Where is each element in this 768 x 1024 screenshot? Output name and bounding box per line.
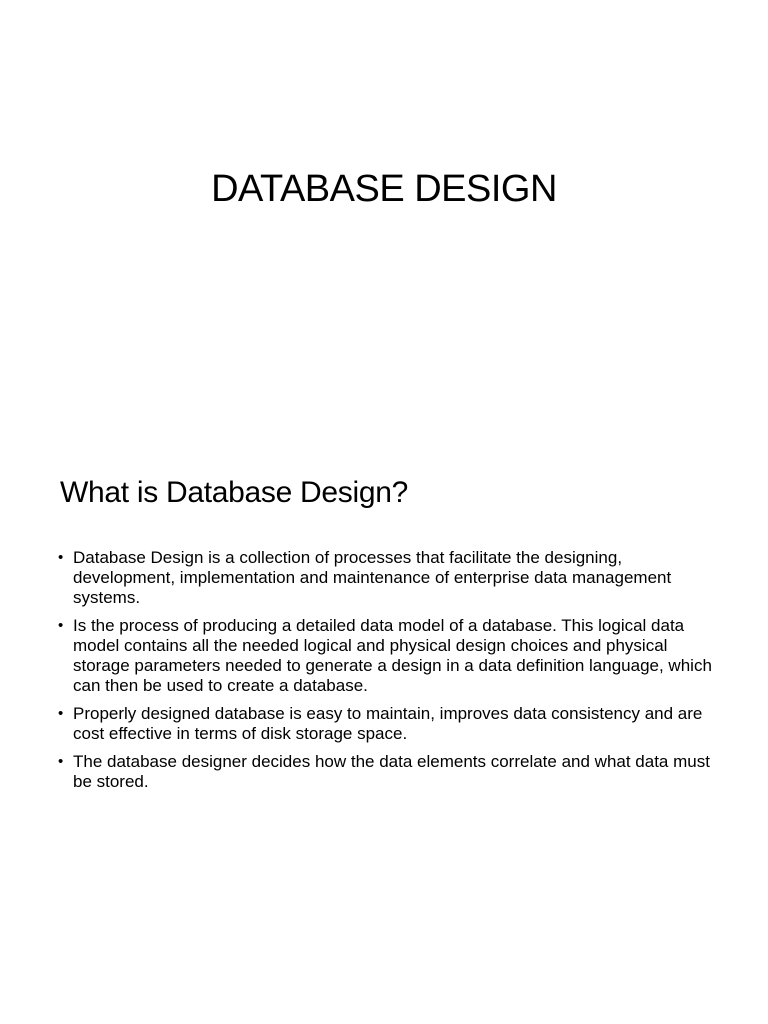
bullet-item: [58, 752, 723, 792]
bullet-item: [58, 548, 723, 608]
bullet-item: [58, 704, 723, 744]
slide-title: DATABASE DESIGN: [211, 168, 557, 210]
bullet-icon: •: [58, 549, 64, 566]
bullet-icon: •: [58, 753, 64, 770]
bullet-text: Properly designed database is easy to maintain, improves data consistency and are cost effective in terms of disk storage space.: [73, 704, 703, 743]
title-slide: [0, 0, 768, 440]
bullet-list: [58, 548, 723, 800]
bullet-item: [58, 616, 723, 696]
bullet-icon: •: [58, 705, 64, 722]
section-heading: What is Database Design?: [60, 476, 408, 509]
bullet-text: Is the process of producing a detailed data model of a database. This logical data model contains all the needed logical and physical design choices and physical storage parameters needed to generate a design in a data definition language, which can then be used to create a database.: [73, 616, 712, 695]
bullet-text: Database Design is a collection of processes that facilitate the designing, development, implementation and maintenance of enterprise data management systems.: [73, 548, 672, 607]
bullet-text: The database designer decides how the data elements correlate and what data must be stored.: [73, 752, 710, 791]
content-slide: [0, 440, 768, 1024]
bullet-icon: •: [58, 617, 64, 634]
